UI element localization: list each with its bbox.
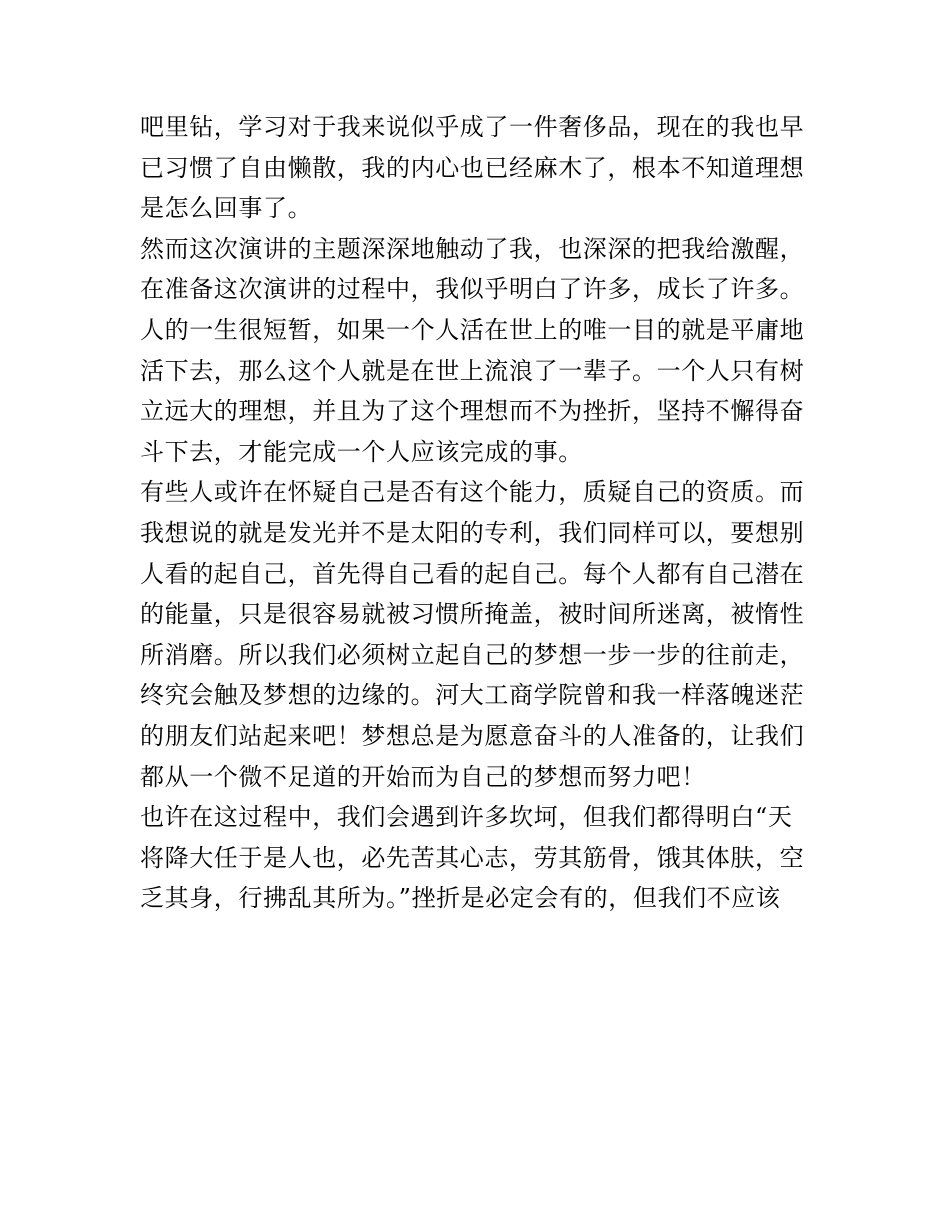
text-line: 有些人或许在怀疑自己是否有这个能力，质疑自己的资质。而	[140, 478, 805, 507]
text-line: 然而这次演讲的主题深深地触动了我，也深深的把我给激醒，	[140, 234, 805, 263]
text-line: 的能量，只是很容易就被习惯所掩盖，被时间所迷离，被惰性	[140, 600, 805, 629]
body-text	[140, 107, 820, 919]
text-line: 人的一生很短暂，如果一个人活在世上的唯一目的就是平庸地	[140, 315, 805, 344]
text-line: 所消磨。所以我们必须树立起自己的梦想一步一步的往前走，	[140, 640, 805, 669]
text-line: 乏其身，行拂乱其所为。”挫折是必定会有的，但我们不应该	[140, 884, 781, 913]
text-line: 我想说的就是发光并不是太阳的专利，我们同样可以，要想别	[140, 518, 805, 547]
text-line: 立远大的理想，并且为了这个理想而不为挫折，坚持不懈得奋	[140, 397, 805, 426]
text-line: 终究会触及梦想的边缘的。河大工商学院曾和我一样落魄迷茫	[140, 681, 805, 710]
text-line: 活下去，那么这个人就是在世上流浪了一辈子。一个人只有树	[140, 356, 805, 385]
text-line: 斗下去，才能完成一个人应该完成的事。	[140, 437, 583, 466]
text-line: 也许在这过程中，我们会遇到许多坎坷，但我们都得明白“天	[140, 803, 793, 832]
text-line: 都从一个微不足道的开始而为自己的梦想而努力吧！	[140, 762, 706, 791]
text-line: 人看的起自己，首先得自己看的起自己。每个人都有自己潜在	[140, 559, 805, 588]
text-line: 的朋友们站起来吧！梦想总是为愿意奋斗的人准备的，让我们	[140, 721, 805, 750]
text-line: 吧里钻，学习对于我来说似乎成了一件奢侈品，现在的我也早	[140, 113, 805, 141]
text-line: 已习惯了自由懒散，我的内心也已经麻木了，根本不知道理想	[140, 153, 805, 182]
text-line: 将降大任于是人也，必先苦其心志，劳其筋骨，饿其体肤，空	[140, 843, 805, 872]
text-line: 在准备这次演讲的过程中，我似乎明白了许多，成长了许多。	[140, 275, 805, 304]
text-line: 是怎么回事了。	[140, 194, 313, 223]
